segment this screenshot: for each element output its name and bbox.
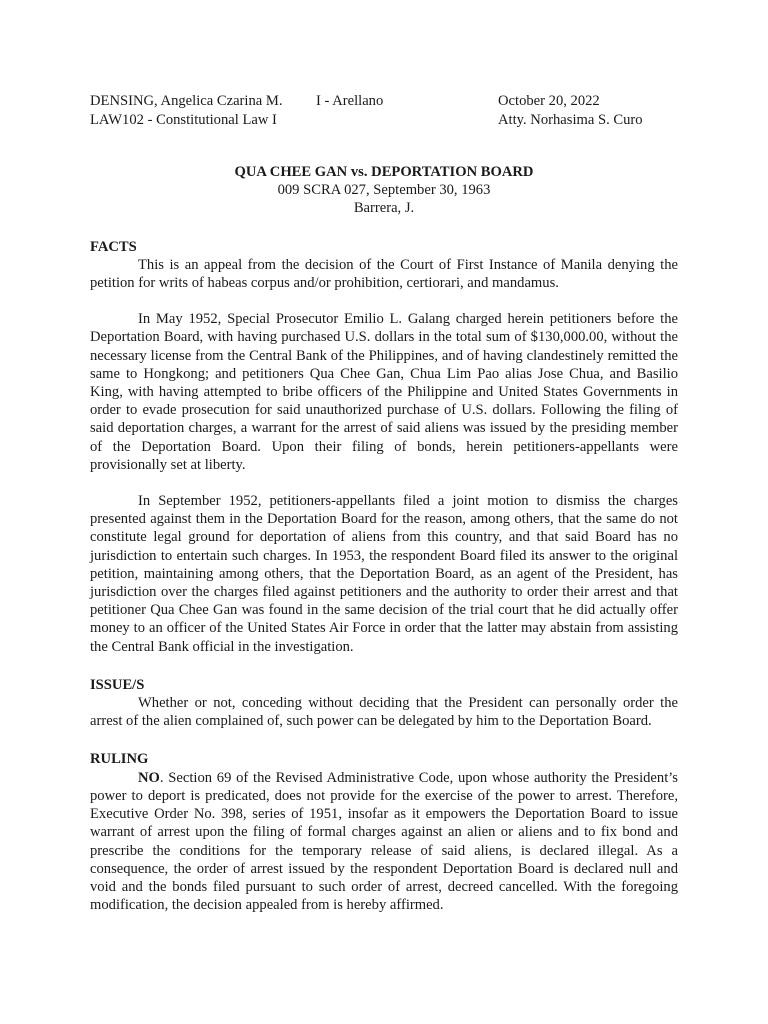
issue-paragraph: Whether or not, conceding without deciding that the President can personally order the arrest of the alien complained of, such power can be delegated by him to the Deportation Board. xyxy=(90,695,678,730)
ruling-paragraph xyxy=(90,769,678,915)
facts-paragraph: In September 1952, petitioners-appellants filed a joint motion to dismiss the charges presented against them in the Deportation Board for the reason, among others, that the same do not constitute legal ground for deportation of aliens from this country, and that said Board has no jurisdiction to entertain such charges. In 1953, the respondent Board filed its answer to the original petition, maintaining among others, that the Deportation Board, as an agent of the President, has jurisdiction over the charges filed against petitioners and the authority to order their arrest and that petitioner Qua Chee Gan was found in the same decision of the trial court that he did actually offer money to an officer of the United States Air Force in order that the latter may abstain from assisting the Central Bank official in the investigation. xyxy=(90,493,678,655)
professor-name: Atty. Norhasima S. Curo xyxy=(498,111,643,128)
facts-paragraph: In May 1952, Special Prosecutor Emilio L. Galang charged herein petitioners before the Deportation Board, with having purchased U.S. dollars in the total sum of $130,000.00, without the necessary license from the Central Bank of the Philippines, and of having clandestinely remitted the same to Hongkong; and petitioners Qua Chee Gan, Chua Lim Pao alias Jose Chua, and Basilio King, with having attempted to bribe officers of the Philippine and United States Governments in order to evade prosecution for said unauthorized purchase of U.S. dollars. Following the filing of said deportation charges, a warrant for the arrest of said aliens was issued by the presiding member of the Deportation Board. Upon their filing of bonds, herein petitioners-appellants were provisionally set at liberty. xyxy=(90,311,678,473)
document-page xyxy=(90,92,678,914)
facts-paragraph: This is an appeal from the decision of the Court of First Instance of Manila denying the petition for writs of habeas corpus and/or prohibition, certiorari, and mandamus. xyxy=(90,256,678,292)
ruling-text: . Section 69 of the Revised Administrative Code, upon whose authority the President’s power to deport is predicated, does not provide for the exercise of the power to arrest. Therefore, Executive Order No. 398, series of 1951, insofar as it empowers the Deportation Board to issue warrant of arrest upon the filing of formal charges against an alien or aliens and to fix bond and prescribe the conditions for the temporary release of said aliens, is declared illegal. As a consequence, the order of arrest issued by the respondent Deportation Board is declared null and void and the bonds filed pursuant to such order of arrest, decreed cancelled. With the foregoing modification, the decision appealed from is hereby affirmed. xyxy=(90,769,678,914)
case-citation: 009 SCRA 027, September 30, 1963 xyxy=(277,182,491,199)
facts-heading: FACTS xyxy=(90,238,137,255)
ruling-heading: RULING xyxy=(90,751,149,768)
student-name: DENSING, Angelica Czarina M. xyxy=(90,93,283,109)
ruling-answer: NO xyxy=(138,769,160,786)
course-name: LAW102 - Constitutional Law I xyxy=(90,111,277,128)
case-title: QUA CHEE GAN vs. DEPORTATION BOARD xyxy=(234,164,534,180)
case-title-block xyxy=(90,163,678,218)
submission-date: October 20, 2022 xyxy=(498,93,600,109)
class-section: I - Arellano xyxy=(316,93,384,109)
issues-heading: ISSUE/S xyxy=(90,676,145,693)
case-ponente: Barrera, J. xyxy=(353,200,415,217)
header-row-2 xyxy=(90,111,678,130)
header-row-1 xyxy=(90,92,678,111)
